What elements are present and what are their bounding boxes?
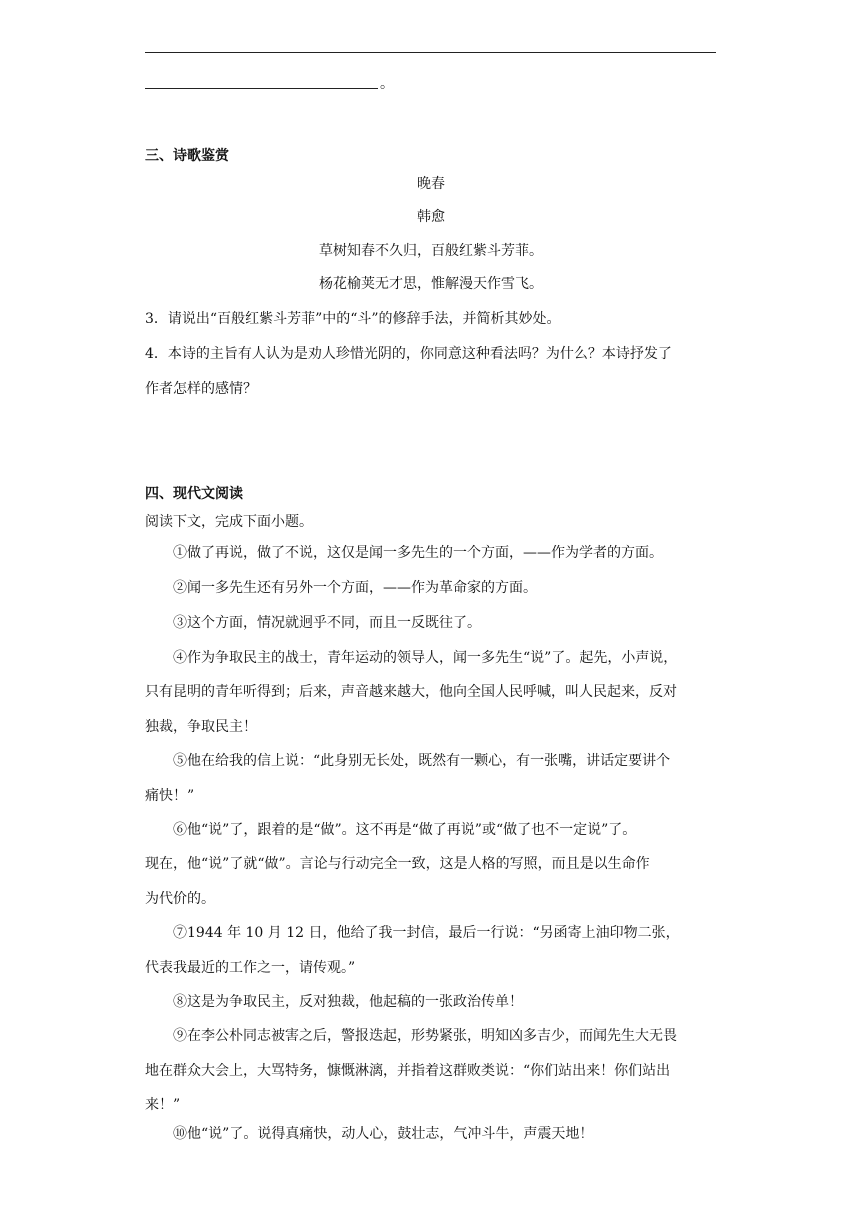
passage-line: 独裁，争取民主！	[145, 719, 257, 735]
passage-line: ④作为争取民主的战士，青年运动的领导人，闻一多先生“说”了。起先，小声说，	[173, 650, 678, 666]
question-3: 3．请说出“百般红紫斗芳菲”中的“斗”的修辞手法，并简析其妙处。	[145, 311, 561, 327]
passage-line: ⑤他在给我的信上说：“此身别无长处，既然有一颗心，有一张嘴，讲话定要讲个	[173, 753, 671, 769]
passage-line: ⑧这是为争取民主，反对独裁，他起稿的一张政治传单！	[173, 994, 523, 1010]
passage-line: ⑩他“说”了。说得真痛快，动人心，鼓壮志，气冲斗牛，声震天地！	[173, 1126, 594, 1142]
poem-line-2: 杨花榆荚无才思，惟解漫天作雪飞。	[319, 276, 543, 292]
poem-author: 韩愈	[417, 209, 445, 225]
answer-end-mark: 。	[380, 76, 394, 92]
passage-line: 痛快！”	[145, 788, 195, 804]
passage-line: ⑨在李公朴同志被害之后，警报迭起，形势紧张，明知凶多吉少，而闻先生大无畏	[173, 1028, 677, 1044]
question-4-continued: 作者怎样的感情？	[145, 381, 257, 397]
question-4: 4．本诗的主旨有人认为是劝人珍惜光阴的，你同意这种看法吗？为什么？本诗抒发了	[145, 346, 672, 362]
passage-line: ⑦1944 年 10 月 12 日，他给了我一封信，最后一行说：“另函寄上油印物二张，	[173, 925, 680, 941]
answer-line-2	[145, 88, 378, 89]
passage-line: 地在群众大会上，大骂特务，慷慨淋漓，并指着这群败类说：“你们站出来！你们站出	[145, 1063, 671, 1079]
reading-instruction: 阅读下文，完成下面小题。	[145, 514, 313, 530]
section4-heading: 四、现代文阅读	[145, 486, 243, 502]
passage-line: ③这个方面，情况就迥乎不同，而且一反既往了。	[173, 615, 481, 631]
passage-line: ⑥他“说”了，跟着的是“做”。这不再是“做了再说”或“做了也不一定说”了。	[173, 822, 637, 838]
passage-line: 现在，他“说”了就“做”。言论与行动完全一致，这是人格的写照，而且是以生命作	[145, 856, 650, 872]
poem-title: 晚春	[417, 176, 445, 192]
passage-line: 代表我最近的工作之一，请传观。”	[145, 960, 356, 976]
passage-line: 只有昆明的青年听得到；后来，声音越来越大，他向全国人民呼喊，叫人民起来，反对	[145, 684, 677, 700]
passage-line: 为代价的。	[145, 891, 215, 907]
answer-line-1	[145, 52, 716, 53]
passage-line: ①做了再说，做了不说，这仅是闻一多先生的一个方面，——作为学者的方面。	[173, 545, 663, 561]
section3-heading: 三、诗歌鉴赏	[145, 148, 229, 164]
poem-line-1: 草树知春不久归，百般红紫斗芳菲。	[319, 243, 543, 259]
passage-line: ②闻一多先生还有另外一个方面，——作为革命家的方面。	[173, 580, 537, 596]
passage-line: 来！”	[145, 1097, 181, 1113]
